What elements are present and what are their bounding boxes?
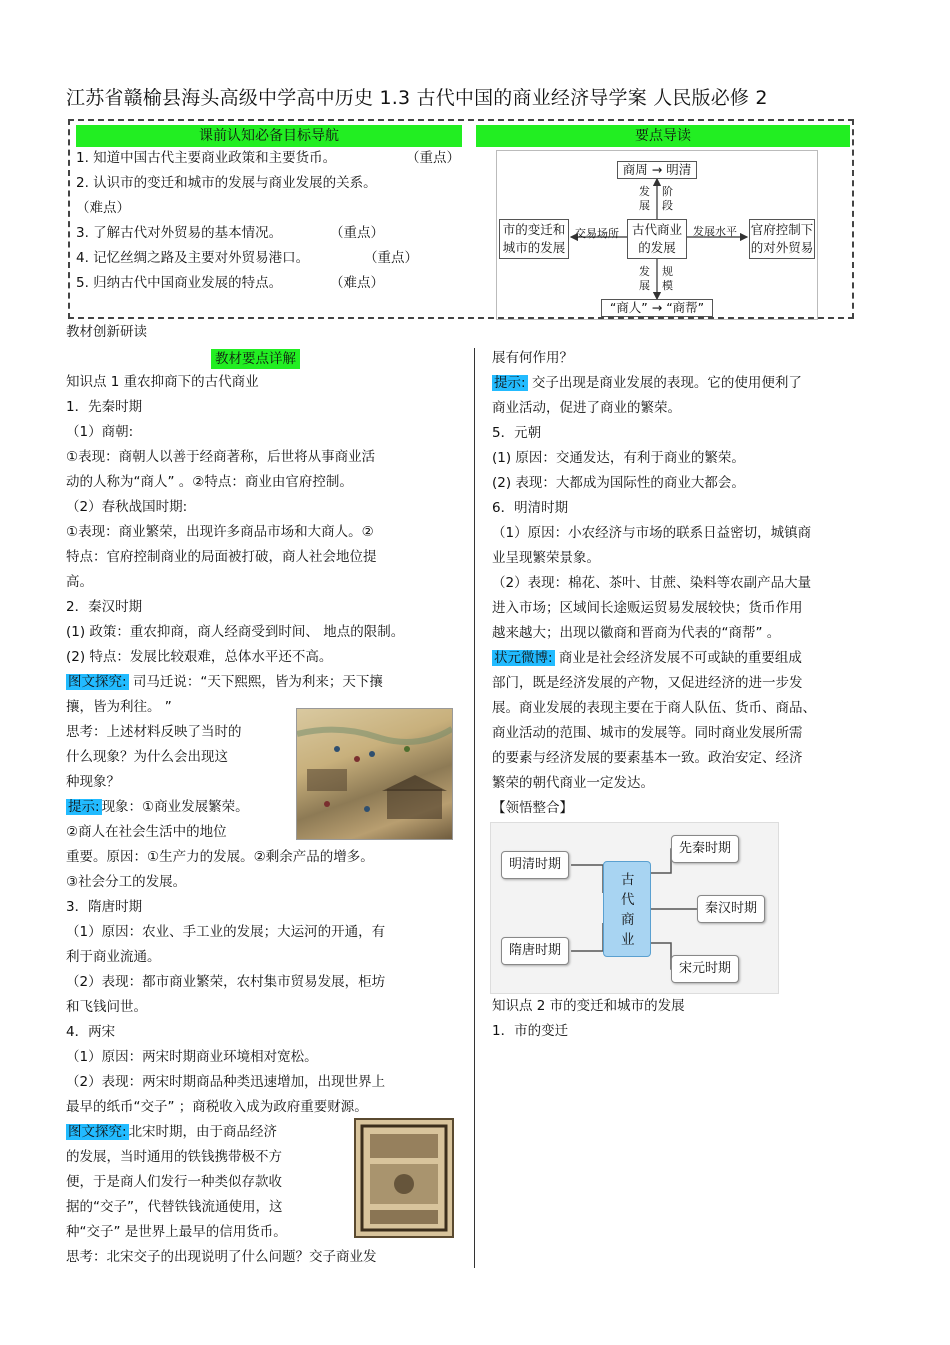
text-line: 图文探究: 北宋时期，由于商品经济 — [68, 1124, 278, 1140]
weibo-label: 状元微博: — [494, 650, 553, 666]
text-line: ③社会分工的发展。 — [66, 874, 187, 890]
text-line: (1) 原因：交通发达，有利于商业的繁荣。 — [492, 450, 745, 466]
text-line: 动的人称为“商人” 。②特点：商业由官府控制。 — [66, 474, 353, 490]
guide-left-node: 市的变迁和城市的发展 — [499, 219, 569, 259]
market-painting-image — [296, 708, 453, 840]
guide-bottom-node: “商人” → “商帮” — [601, 299, 713, 317]
goal-item: 3. 了解古代对外贸易的基本情况。 （重点） — [76, 225, 384, 241]
text-line: (1) 政策：重农抑商，商人经商受到时间、 地点的限制。 — [66, 624, 405, 640]
goal-item: （难点） — [76, 200, 130, 216]
text-line: 提示: 交子出现是商业发展的表现。它的使用便利了 — [494, 375, 802, 391]
mindmap-node: 先秦时期 — [671, 835, 739, 863]
text-line: 的要素与经济发展的要素基本一致。政治安定、经济 — [492, 750, 803, 766]
text-line: 业呈现繁荣景象。 — [492, 550, 600, 566]
hint-label: 提示: — [494, 375, 526, 391]
text-line: 最早的纸币“交子” ；商税收入成为政府重要财源。 — [66, 1099, 368, 1115]
guide-diagram — [496, 150, 818, 320]
painting-detail — [297, 709, 452, 839]
text-line: (2) 特点：发展比较艰难，总体水平还不高。 — [66, 649, 333, 665]
guide-left-label: 交易场所 — [575, 227, 619, 240]
goals-heading: 课前认知必备目标导航 — [76, 125, 462, 147]
text-line: 商业活动，促进了商业的繁荣。 — [492, 400, 681, 416]
text-line: 知识点 1 重农抑商下的古代商业 — [66, 374, 259, 390]
text-line: （1）原因：两宋时期商业环境相对宽松。 — [66, 1049, 318, 1065]
text-line: （2）表现：棉花、茶叶、甘蔗、染料等农副产品大量 — [492, 575, 812, 591]
text-line: 攘，皆为利往。 ” — [66, 699, 172, 715]
text-line: 种“交子” 是世界上最早的信用货币。 — [66, 1224, 287, 1240]
text-line: ①表现：商业繁荣，出现许多商品市场和大商人。② — [66, 524, 374, 540]
hint-label: 提示: — [68, 799, 100, 815]
text-line: 图文探究: 司马迁说：“天下熙熙，皆为利来；天下攘 — [68, 674, 383, 690]
mindmap-node: 隋唐时期 — [501, 937, 569, 965]
mindmap-center: 古代商业 — [603, 861, 651, 957]
summary-heading: 【领悟整合】 — [492, 800, 573, 816]
text-line: 和飞钱问世。 — [66, 999, 147, 1015]
explore-label: 图文探究: — [68, 1124, 127, 1140]
text-line: 5．元朝 — [492, 425, 542, 441]
text-line: 知识点 2 市的变迁和城市的发展 — [492, 998, 685, 1014]
text-line: 状元微博: 商业是社会经济发展不可或缺的重要组成 — [494, 650, 802, 666]
text-line: （2）表现：都市商业繁荣，农村集市贸易发展，柜坊 — [66, 974, 386, 990]
banknote-detail — [356, 1120, 452, 1236]
text-line: 1．市的变迁 — [492, 1023, 569, 1039]
text-line: 2．秦汉时期 — [66, 599, 143, 615]
mindmap-node: 秦汉时期 — [697, 895, 765, 923]
text-line: （2）表现：两宋时期商品种类迅速增加，出现世界上 — [66, 1074, 386, 1090]
text-line: （2）春秋战国时期: — [66, 499, 188, 515]
guide-heading: 要点导读 — [476, 125, 850, 147]
goals-list — [76, 146, 460, 296]
text-line: 什么现象？为什么会出现这 — [66, 749, 228, 765]
text-line: 思考：上述材料反映了当时的 — [66, 724, 242, 740]
right-column-tail — [492, 994, 862, 1044]
mindmap-node: 明清时期 — [501, 851, 569, 879]
guide-center-node: 古代商业的发展 — [627, 219, 687, 259]
text-line: 特点：官府控制商业的局面被打破，商人社会地位提 — [66, 549, 377, 565]
page-title: 江苏省赣榆县海头高级中学高中历史 1.3 古代中国的商业经济导学案 人民版必修 2 — [66, 87, 768, 109]
text-line: 越来越大；出现以徽商和晋商为代表的“商帮” 。 — [492, 625, 781, 641]
text-line: 利于商业流通。 — [66, 949, 161, 965]
goal-item: 2. 认识市的变迁和城市的发展与商业发展的关系。 — [76, 175, 377, 191]
text-line: 进入市场；区域间长途贩运贸易发展较快；货币作用 — [492, 600, 803, 616]
text-line: 4．两宋 — [66, 1024, 116, 1040]
guide-right-label: 发展水平 — [693, 225, 737, 238]
left-heading: 教材要点详解 — [211, 349, 300, 369]
goal-item: 4. 记忆丝绸之路及主要对外贸易港口。 （重点） — [76, 250, 418, 266]
guide-bottom-label2: 规模 — [662, 265, 673, 292]
text-line: 展有何作用？ — [492, 350, 573, 366]
explore-label: 图文探究: — [68, 674, 127, 690]
text-line: （1）原因：农业、手工业的发展；大运河的开通，有 — [66, 924, 386, 940]
guide-bottom-label1: 发展 — [639, 265, 650, 292]
text-line: 种现象？ — [66, 774, 120, 790]
guide-top-node: 商周 → 明清 — [617, 161, 697, 179]
text-line: 便，于是商人们发行一种类似存款收 — [66, 1174, 282, 1190]
text-line: 3．隋唐时期 — [66, 899, 143, 915]
text-line: （1）商朝: — [66, 424, 134, 440]
text-line: （1）原因：小农经济与市场的联系日益密切，城镇商 — [492, 525, 812, 541]
text-line: 提示: 现象：①商业发展繁荣。 — [68, 799, 249, 815]
goal-item: 1. 知道中国古代主要商业政策和主要货币。 （重点） — [76, 150, 460, 166]
text-line: 的发展，当时通用的铁钱携带极不方 — [66, 1149, 282, 1165]
text-line: 6．明清时期 — [492, 500, 569, 516]
text-line: 部门，既是经济发展的产物，又促进经济的进一步发 — [492, 675, 803, 691]
text-line: 展。商业发展的表现主要在于商人队伍、货币、商品、 — [492, 700, 816, 716]
text-line: 1．先秦时期 — [66, 399, 143, 415]
text-line: 高。 — [66, 574, 93, 590]
text-line: (2) 表现：大都成为国际性的商业大都会。 — [492, 475, 745, 491]
summary-mindmap — [490, 822, 779, 994]
text-line: 繁荣的朝代商业一定发达。 — [492, 775, 654, 791]
text-line: 商业活动的范围、城市的发展等。同时商业发展所需 — [492, 725, 803, 741]
jiaozi-banknote-image — [354, 1118, 454, 1238]
text-line: 重要。原因：①生产力的发展。②剩余产品的增多。 — [66, 849, 374, 865]
guide-top-label2: 阶段 — [662, 185, 673, 212]
mindmap-node: 宋元时期 — [671, 955, 739, 983]
text-line: ②商人在社会生活中的地位 — [66, 824, 227, 840]
section-label: 教材创新研读 — [66, 324, 147, 340]
text-line: 思考：北宋交子的出现说明了什么问题？交子商业发 — [66, 1249, 377, 1265]
text-line: 据的“交子”，代替铁钱流通使用，这 — [66, 1199, 283, 1215]
right-column — [492, 346, 862, 821]
goal-item: 5. 归纳古代中国商业发展的特点。 （难点） — [76, 275, 384, 291]
text-line: ①表现：商朝人以善于经商著称，后世将从事商业活 — [66, 449, 376, 465]
column-divider — [474, 348, 475, 1268]
guide-right-node: 官府控制下的对外贸易 — [749, 219, 815, 259]
guide-top-label1: 发展 — [639, 185, 650, 212]
